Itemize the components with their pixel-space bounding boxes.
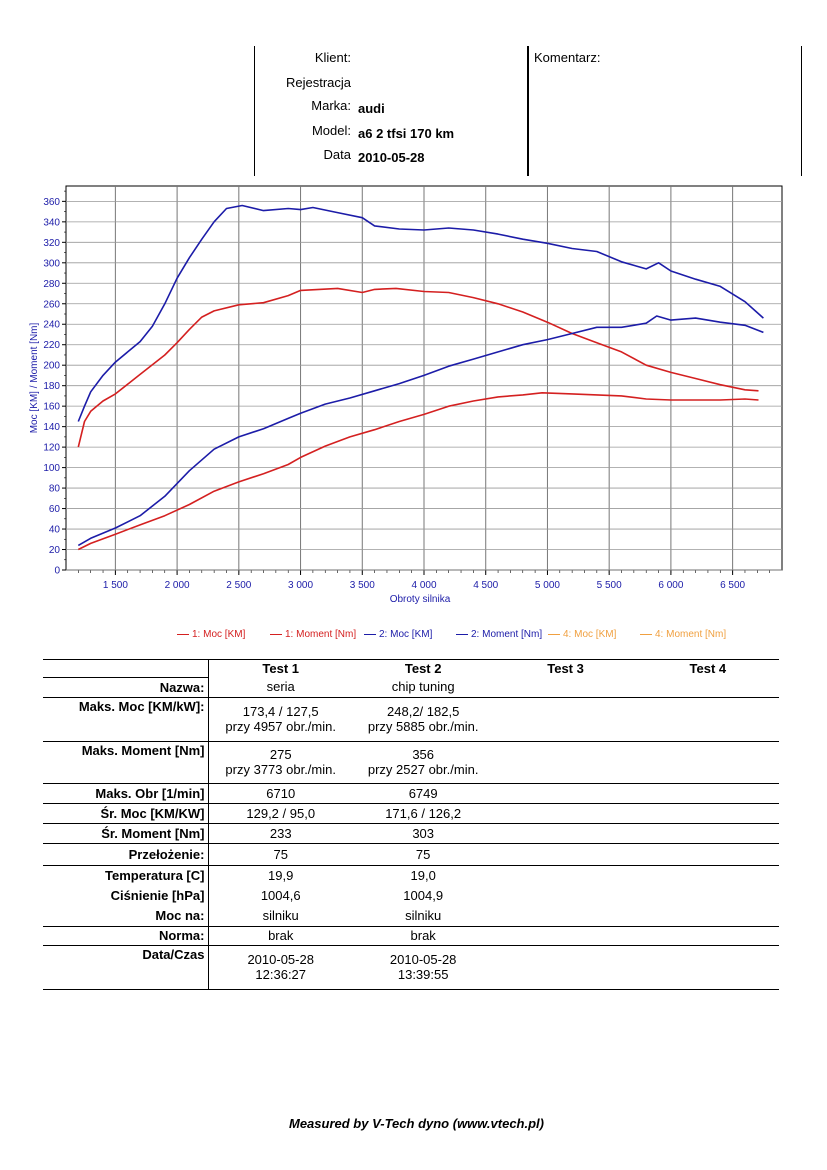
legend-swatch — [640, 634, 652, 635]
results-row-label: Śr. Moment [Nm] — [43, 823, 209, 843]
y-tick-label: 260 — [43, 299, 60, 311]
legend-swatch — [177, 634, 189, 635]
results-row — [43, 697, 779, 741]
results-cell — [494, 945, 636, 989]
test-info-header — [254, 46, 802, 176]
y-tick-label: 120 — [43, 442, 60, 454]
footer-credit: Measured by V-Tech dyno (www.vtech.pl) — [289, 1116, 544, 1131]
x-tick-label: 5 500 — [596, 580, 622, 591]
results-cell — [637, 823, 779, 843]
results-cell — [494, 843, 636, 865]
results-cell — [637, 677, 779, 697]
results-row — [43, 905, 779, 926]
legend-swatch — [270, 634, 282, 635]
results-row-label: Temperatura [C] — [43, 865, 209, 885]
y-tick-label: 140 — [43, 422, 60, 434]
results-cell: 129,2 / 95,0 — [209, 803, 352, 823]
y-tick-label: 160 — [43, 401, 60, 413]
results-cell: silniku — [209, 905, 352, 926]
header-field-value: a6 2 tfsi 170 km — [358, 126, 455, 141]
legend-label: 1: Moment [Nm] — [285, 629, 357, 640]
comment-box — [528, 46, 802, 176]
legend-swatch — [548, 634, 560, 635]
results-cell: 248,2/ 182,5 przy 5885 obr./min. — [352, 697, 494, 741]
results-cell: 303 — [352, 823, 494, 843]
results-cell — [637, 697, 779, 741]
results-cell — [637, 741, 779, 783]
legend-swatch — [364, 634, 376, 635]
y-tick-label: 240 — [43, 319, 60, 331]
legend-label: 4: Moc [KM] — [563, 629, 617, 640]
y-tick-label: 300 — [43, 258, 60, 270]
results-cell — [494, 783, 636, 803]
x-tick-label: 3 500 — [349, 580, 375, 591]
y-tick-label: 320 — [43, 237, 60, 249]
results-cell: 1004,9 — [403, 887, 444, 903]
results-row-label: Maks. Obr [1/min] — [43, 783, 209, 803]
legend-label: 1: Moc [KM] — [192, 629, 246, 640]
results-row-label: Data/Czas — [43, 945, 209, 989]
results-row — [43, 741, 779, 783]
results-row — [43, 823, 779, 843]
results-row — [43, 783, 779, 803]
header-field-value: audi — [358, 101, 385, 116]
header-field-label: Rejestracja — [285, 75, 351, 90]
results-cell — [637, 843, 779, 865]
legend-item — [456, 629, 542, 640]
results-cell — [637, 905, 779, 926]
results-header-test: Test 3 — [494, 660, 636, 678]
results-row — [43, 945, 779, 989]
dyno-chart — [0, 180, 827, 610]
header-field-label: Data — [323, 147, 351, 162]
results-cell — [494, 741, 636, 783]
results-cell: 2010-05-28 12:36:27 — [209, 945, 352, 989]
results-cell: 19,9 — [268, 867, 294, 883]
legend-item — [640, 629, 726, 640]
results-cell: 356 przy 2527 obr./min. — [352, 741, 494, 783]
results-cell: 275 przy 3773 obr./min. — [209, 741, 352, 783]
results-cell — [637, 885, 779, 905]
results-cell — [494, 677, 636, 697]
results-row — [43, 843, 779, 865]
results-header-test: Test 1 — [209, 660, 352, 678]
x-tick-label: 2 500 — [226, 580, 252, 591]
results-cell: 6749 — [352, 783, 494, 803]
results-row-label: Norma: — [43, 926, 209, 945]
results-cell: 1004,6 — [260, 887, 301, 903]
y-tick-label: 200 — [43, 360, 60, 372]
x-tick-label: 5 000 — [534, 580, 560, 591]
results-row — [43, 926, 779, 945]
results-cell: 6710 — [209, 783, 352, 803]
results-row-label: Maks. Moc [KM/kW]: — [43, 697, 209, 741]
x-tick-label: 6 000 — [658, 580, 684, 591]
legend-item — [548, 629, 616, 640]
results-cell — [494, 905, 636, 926]
x-tick-label: 4 500 — [473, 580, 499, 591]
header-field-value: 2010-05-28 — [358, 150, 425, 165]
results-cell: seria — [209, 677, 352, 697]
results-row — [43, 865, 779, 885]
results-row-label: Nazwa: — [43, 677, 209, 697]
results-row — [43, 803, 779, 823]
y-tick-label: 0 — [54, 565, 60, 577]
results-row-label: Maks. Moment [Nm] — [43, 741, 209, 783]
results-cell: 171,6 / 126,2 — [352, 803, 494, 823]
results-cell: 75 — [209, 843, 352, 865]
x-tick-label: 2 000 — [164, 580, 190, 591]
results-header-test: Test 2 — [352, 660, 494, 678]
results-cell — [494, 697, 636, 741]
x-tick-label: 6 500 — [720, 580, 746, 591]
header-field-label: Marka: — [311, 98, 351, 113]
y-axis-label: Moc [KM] / Moment [Nm] — [29, 322, 40, 434]
results-cell: 233 — [209, 823, 352, 843]
results-cell — [637, 803, 779, 823]
results-header-test: Test 4 — [637, 660, 779, 678]
legend-label: 2: Moc [KM] — [379, 629, 433, 640]
header-field-label: Klient: — [314, 50, 351, 65]
results-cell — [494, 823, 636, 843]
chart-legend — [0, 629, 827, 645]
results-header-blank — [43, 660, 209, 678]
legend-item — [270, 629, 356, 640]
y-tick-label: 60 — [48, 504, 60, 516]
results-table — [43, 659, 779, 990]
x-tick-label: 3 000 — [288, 580, 314, 591]
results-row — [43, 885, 779, 905]
legend-label: 2: Moment [Nm] — [471, 629, 543, 640]
comment-label: Komentarz: — [534, 50, 601, 65]
results-cell: brak — [352, 926, 494, 945]
x-axis-label: Obroty silnika — [389, 594, 451, 605]
results-row-label: Moc na: — [43, 905, 209, 926]
results-cell — [637, 865, 779, 885]
legend-swatch — [456, 634, 468, 635]
y-tick-label: 280 — [43, 278, 60, 290]
y-tick-label: 220 — [43, 340, 60, 352]
y-tick-label: 360 — [43, 196, 60, 208]
y-tick-label: 80 — [48, 483, 60, 495]
results-cell — [494, 865, 636, 885]
y-tick-label: 100 — [43, 463, 60, 475]
results-cell: 75 — [352, 843, 494, 865]
results-cell — [637, 945, 779, 989]
results-cell: 2010-05-28 13:39:55 — [352, 945, 494, 989]
x-tick-label: 1 500 — [102, 580, 128, 591]
results-cell — [637, 783, 779, 803]
results-cell: 173,4 / 127,5 przy 4957 obr./min. — [209, 697, 352, 741]
y-tick-label: 40 — [48, 524, 60, 536]
y-tick-label: 180 — [43, 381, 60, 393]
results-row-label: Ciśnienie [hPa] — [43, 885, 209, 905]
results-row — [43, 677, 779, 697]
results-cell — [494, 926, 636, 945]
results-row-label: Przełożenie: — [43, 843, 209, 865]
results-cell — [637, 926, 779, 945]
legend-item — [177, 629, 245, 640]
results-cell — [494, 885, 636, 905]
results-cell — [494, 803, 636, 823]
y-tick-label: 340 — [43, 217, 60, 229]
legend-label: 4: Moment [Nm] — [655, 629, 727, 640]
results-cell: brak — [209, 926, 352, 945]
y-tick-label: 20 — [48, 545, 60, 557]
results-row-label: Śr. Moc [KM/KW] — [43, 803, 209, 823]
header-field-label: Model: — [311, 123, 351, 138]
results-cell: 19,0 — [410, 867, 436, 883]
legend-item — [364, 629, 432, 640]
x-tick-label: 4 000 — [411, 580, 437, 591]
results-cell: silniku — [352, 905, 494, 926]
results-cell: chip tuning — [352, 677, 494, 697]
results-header-row — [43, 660, 779, 678]
